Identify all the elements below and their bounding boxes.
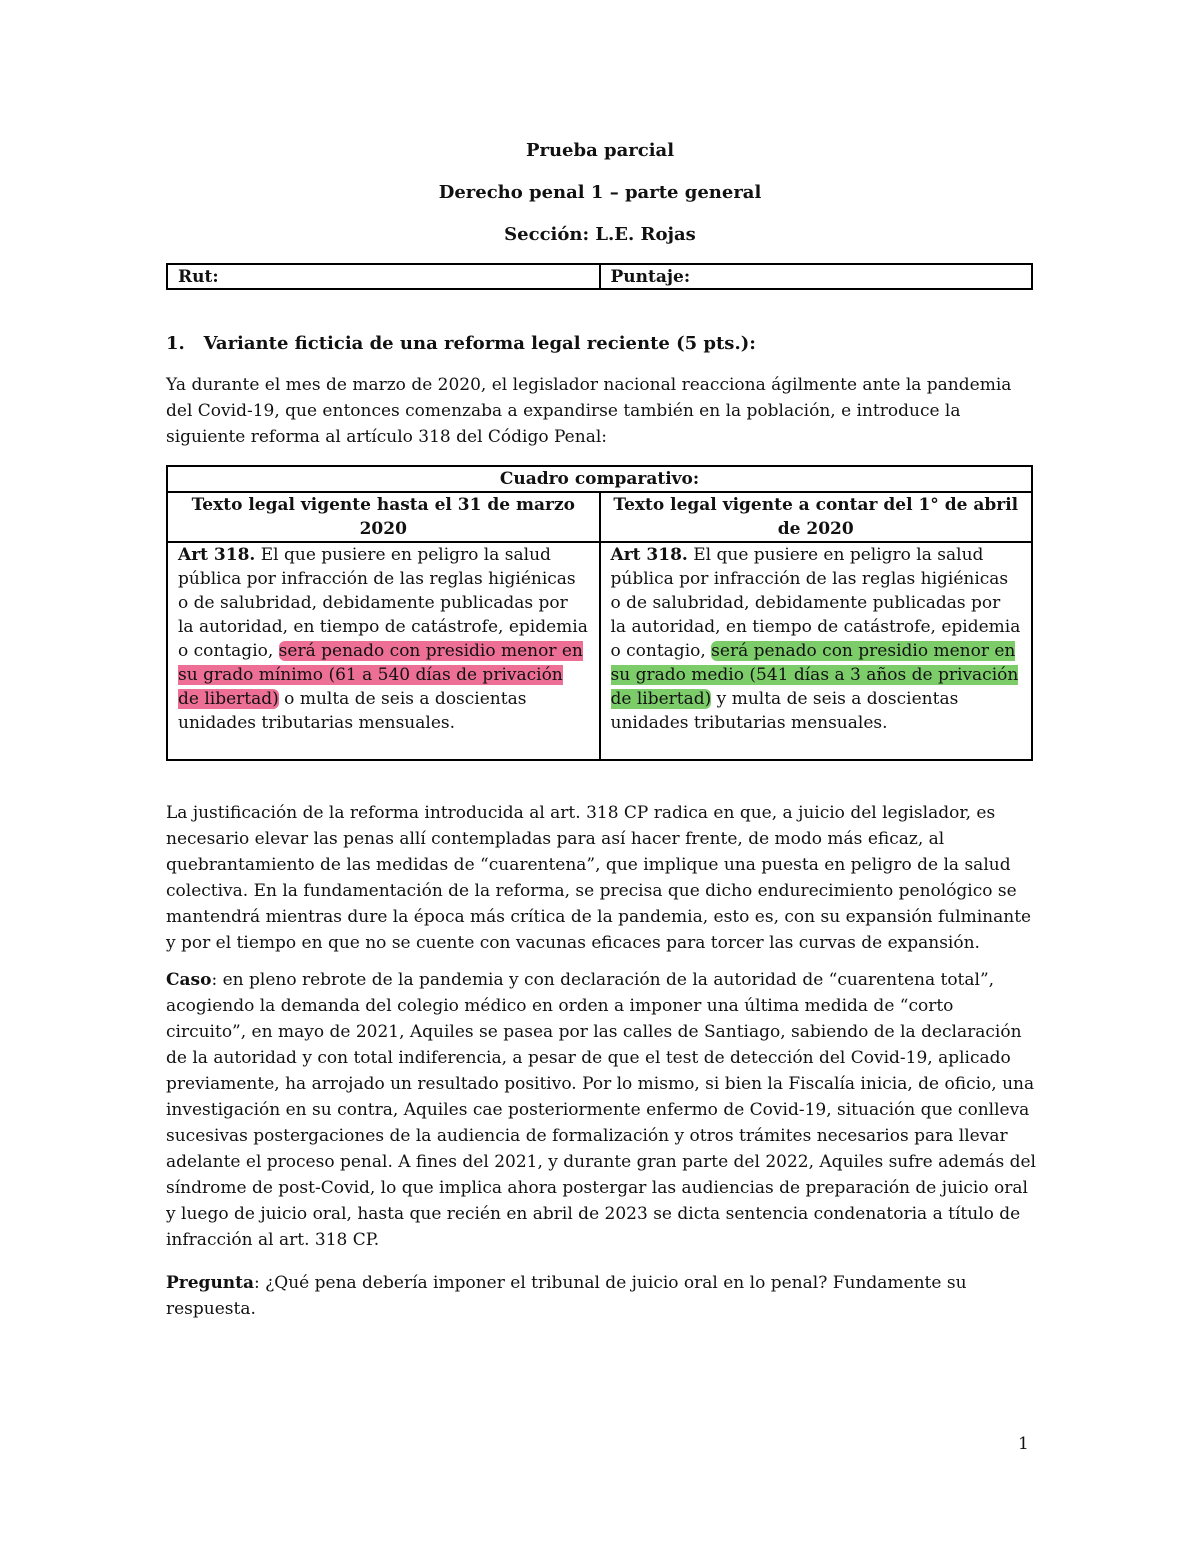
question-heading: 1. Variante ficticia de una reforma legal reciente (5 pts.): — [166, 333, 756, 354]
new-law-cell — [600, 542, 1033, 760]
old-penalty-tail: o multa de seis a doscientas unidades tributarias mensuales. — [178, 689, 527, 733]
student-info-table — [166, 263, 1033, 290]
question-label: Pregunta — [166, 1273, 255, 1293]
document-section: Sección: L.E. Rojas — [504, 224, 696, 245]
document-subtitle: Derecho penal 1 – parte general — [438, 182, 762, 203]
article-text: El que pusiere en peligro la salud pública por infracción de las reglas higiénicas o de salubridad, debidamente publicadas por la autoridad, en tiempo de catástrofe, epidemia o contagio, — [178, 545, 588, 661]
new-penalty-tail: y multa de seis a doscientas unidades tributarias mensuales. — [610, 689, 959, 733]
puntaje-field[interactable]: Puntaje: — [600, 264, 1033, 289]
justification-paragraph: La justificación de la reforma introducida al art. 318 CP radica en que, a juicio del legislador, es necesario elevar las penas allí contempladas para así hacer frente, de modo más eficaz, al quebrantamiento de las medidas de “cuarentena”, que implique una puesta en peligro de la salud colectiva. En la fundamentación de la reforma, se precisa que dicho endurecimiento penológico se mantendrá mientras dure la época más crítica de la pandemia, esto es, con su expansión fulminante y por el tiempo en que no se cuente con vacunas eficaces para torcer las curvas de expansión. — [166, 803, 1032, 953]
document-title: Prueba parcial — [525, 140, 675, 161]
column-header-old: Texto legal vigente hasta el 31 de marzo 2020 — [167, 492, 600, 542]
article-label: Art 318. — [178, 545, 256, 565]
intro-paragraph: Ya durante el mes de marzo de 2020, el legislador nacional reacciona ágilmente ante la pandemia del Covid-19, que entonces comenzaba a expandirse también en la población, e introduce la siguiente reforma al artículo 318 del Código Penal: — [166, 375, 1012, 447]
comparison-caption: Cuadro comparativo: — [167, 466, 1032, 492]
article-label: Art 318. — [610, 545, 688, 565]
page-number: 1 — [1018, 1434, 1029, 1454]
new-penalty-highlight: será penado con presidio menor en su grado medio (541 días a 3 años de privación de libertad) — [610, 641, 1019, 709]
comparison-table — [166, 465, 1033, 761]
case-label: Caso — [166, 970, 212, 990]
old-penalty-highlight: será penado con presidio menor en su grado mínimo (61 a 540 días de privación de libertad) — [178, 641, 583, 709]
article-text: El que pusiere en peligro la salud pública por infracción de las reglas higiénicas o de salubridad, debidamente publicadas por la autoridad, en tiempo de catástrofe, epidemia o contagio, — [610, 545, 1021, 661]
old-law-cell — [167, 542, 600, 760]
case-paragraph — [166, 967, 1036, 1253]
case-text: : en pleno rebrote de la pandemia y con declaración de la autoridad de “cuarentena total”, acogiendo la demanda del colegio médico en orden a imponer una última medida de “corto circuito”, en mayo de 2021, Aquiles se pasea por las calles de Santiago, sabiendo de la declaración de la autoridad y con total indiferencia, a pesar de que el test de detección del Covid-19, aplicado previamente, ha arrojado un resultado positivo. Por lo mismo, si bien la Fiscalía inicia, de oficio, una investigación en su contra, Aquiles cae posteriormente enfermo de Covid-19, situación que conlleva sucesivas postergaciones de la audiencia de formalización y otros trámites necesarios para llevar adelante el proceso penal. A fines del 2021, y durante gran parte del 2022, Aquiles sufre además del síndrome de post-Covid, lo que implica ahora postergar las audiencias de preparación de juicio oral y luego de juicio oral, hasta que recién en abril de 2023 se dicta sentencia condenatoria a título de infracción al art. 318 CP. — [166, 970, 1036, 1250]
question-text: : ¿Qué pena debería imponer el tribunal de juicio oral en lo penal? Fundamente su respuesta. — [166, 1273, 967, 1319]
question-paragraph — [166, 1270, 1036, 1322]
rut-field[interactable]: Rut: — [167, 264, 600, 289]
column-header-new: Texto legal vigente a contar del 1° de abril de 2020 — [600, 492, 1033, 542]
